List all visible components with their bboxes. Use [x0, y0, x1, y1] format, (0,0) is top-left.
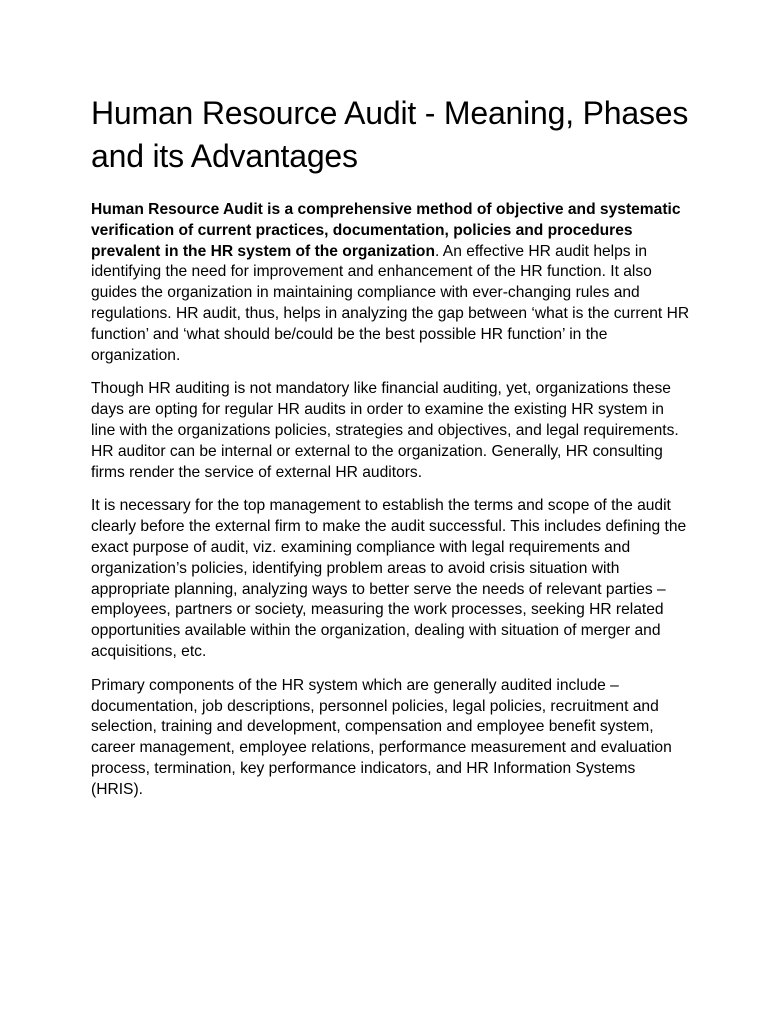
paragraph-definition-text: . An effective HR audit helps in identifying the need for improvement and enhancement of the HR function. It also guides the organization in maintaining compliance with ever-changing rules and regulations. HR audit, thus, helps in analyzing the gap between ‘what is the current HR function’ and ‘what should be/could be the best possible HR function’ in the organization.: [91, 242, 690, 364]
paragraph-definition: [91, 200, 691, 366]
document-page: [91, 92, 691, 814]
paragraph-components: Primary components of the HR system which are generally audited include – documentation, job descriptions, personnel policies, legal policies, recruitment and selection, training and development, compensation and employee benefit system, career management, employee relations, performance measurement and evaluation process, termination, key performance indicators, and HR Information Systems (HRIS).: [91, 676, 672, 798]
document-title: Human Resource Audit - Meaning, Phases and its Advantages: [91, 95, 689, 174]
paragraph-auditing-trend: Though HR auditing is not mandatory like financial auditing, yet, organizations these days are opting for regular HR audits in order to examine the existing HR system in line with the organizations policies, strategies and objectives, and legal requirements. HR auditor can be internal or external to the organization. Generally, HR consulting firms render the service of external HR auditors.: [91, 380, 679, 481]
paragraph-scope: It is necessary for the top management to establish the terms and scope of the audit clearly before the external firm to make the audit successful. This includes defining the exact purpose of audit, viz. examining compliance with legal requirements and organization’s policies, identifying problem areas to avoid crisis situation with appropriate planning, analyzing ways to better serve the needs of relevant parties – employees, partners or society, measuring the work processes, seeking HR related opportunities available within the organization, dealing with situation of merger and acquisitions, etc.: [91, 497, 687, 660]
paragraph-definition-bold: Human Resource Audit is a comprehensive method of objective and systematic verification of current practices, documentation, policies and procedures prevalent in the HR system of the organization: [91, 201, 681, 260]
